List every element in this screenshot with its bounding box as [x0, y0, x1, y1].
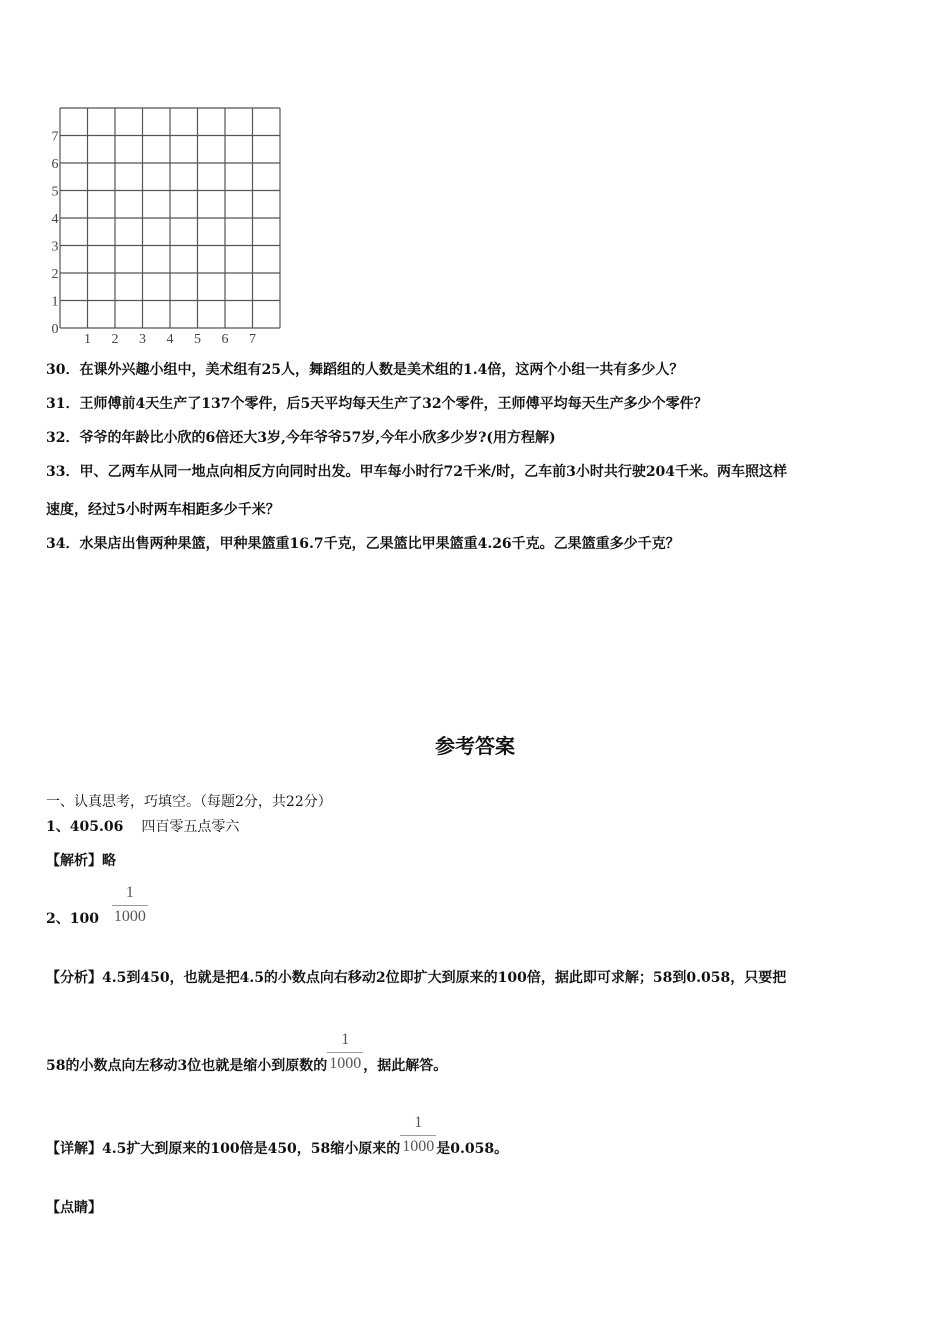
fraction-numerator: 1: [112, 884, 148, 906]
fraction: [329, 1031, 361, 1073]
fraction-denominator: 1000: [113, 908, 146, 925]
question-33: 33．甲、乙两车从同一地点向相反方向同时出发。甲车每小时行72千米/时，乙车前3小时共行驶204千米。两车照这样: [46, 464, 788, 480]
answers-title: 参考答案: [435, 734, 515, 758]
answer-1-analysis: 【解析】略: [46, 853, 116, 869]
answer-2-number: 2、100: [46, 911, 99, 927]
fraction-denominator: 1000: [329, 1055, 362, 1072]
dianjing-label: 【点睛】: [46, 1200, 102, 1216]
answer-1-number: 1、405.06: [46, 819, 124, 835]
y-tick-label: 1: [51, 294, 59, 310]
analysis-line-2: [46, 1031, 447, 1075]
y-tick-label: 6: [51, 157, 59, 172]
x-tick-label: 6: [221, 332, 229, 347]
detail-line: [46, 1114, 508, 1158]
y-tick-label: 4: [51, 212, 59, 227]
detail-text: 【详解】4.5扩大到原来的100倍是450，58缩小原来的: [46, 1141, 401, 1157]
answer-1-text: 四百零五点零六: [141, 819, 240, 835]
y-tick-label: 2: [51, 267, 59, 282]
coordinate-grid: [40, 100, 290, 350]
question-33-cont: 速度，经过5小时两车相距多少千米？: [46, 502, 280, 518]
answer-1: [46, 818, 239, 836]
x-tick-label: 5: [194, 332, 201, 347]
x-tick-label: 3: [139, 332, 146, 347]
y-tick-label: 5: [51, 184, 59, 200]
x-tick-label: 7: [249, 332, 256, 347]
fraction-numerator: 1: [400, 1114, 436, 1136]
x-tick-label: 2: [111, 332, 119, 347]
question-32: 32．爷爷的年龄比小欣的6倍还大3岁,今年爷爷57岁,今年小欣多少岁?(用方程解): [46, 430, 556, 446]
analysis-text: 58的小数点向左移动3位也就是缩小到原数的: [46, 1058, 328, 1074]
fraction: [402, 1114, 434, 1156]
answer-2: [46, 884, 148, 928]
fraction: [114, 884, 146, 926]
x-tick-label: 4: [166, 332, 174, 347]
detail-text: 是0.058。: [436, 1141, 509, 1157]
question-30: 30．在课外兴趣小组中，美术组有25人，舞蹈组的人数是美术组的1.4倍，这两个小组一共有多少人？: [46, 362, 684, 378]
question-31: 31．王师傅前4天生产了137个零件，后5天平均每天生产了32个零件，王师傅平均每天生产多少个零件？: [46, 396, 708, 412]
y-tick-label: 0: [51, 322, 59, 337]
fraction-numerator: 1: [327, 1031, 363, 1053]
analysis-line-1: 【分析】4.5到450，也就是把4.5的小数点向右移动2位即扩大到原来的100倍，据此即可求解；58到0.058，只要把: [46, 970, 787, 986]
fraction-denominator: 1000: [402, 1138, 435, 1155]
y-tick-label: 7: [51, 129, 59, 145]
section-heading: 一、认真思考，巧填空。（每题2分，共22分）: [46, 794, 332, 810]
analysis-text: ，据此解答。: [363, 1058, 448, 1074]
question-34: 34．水果店出售两种果篮，甲种果篮重16.7千克，乙果篮比甲果篮重4.26千克。乙果篮重多少千克？: [46, 536, 680, 552]
x-tick-label: 1: [84, 332, 91, 347]
y-tick-label: 3: [51, 239, 59, 255]
